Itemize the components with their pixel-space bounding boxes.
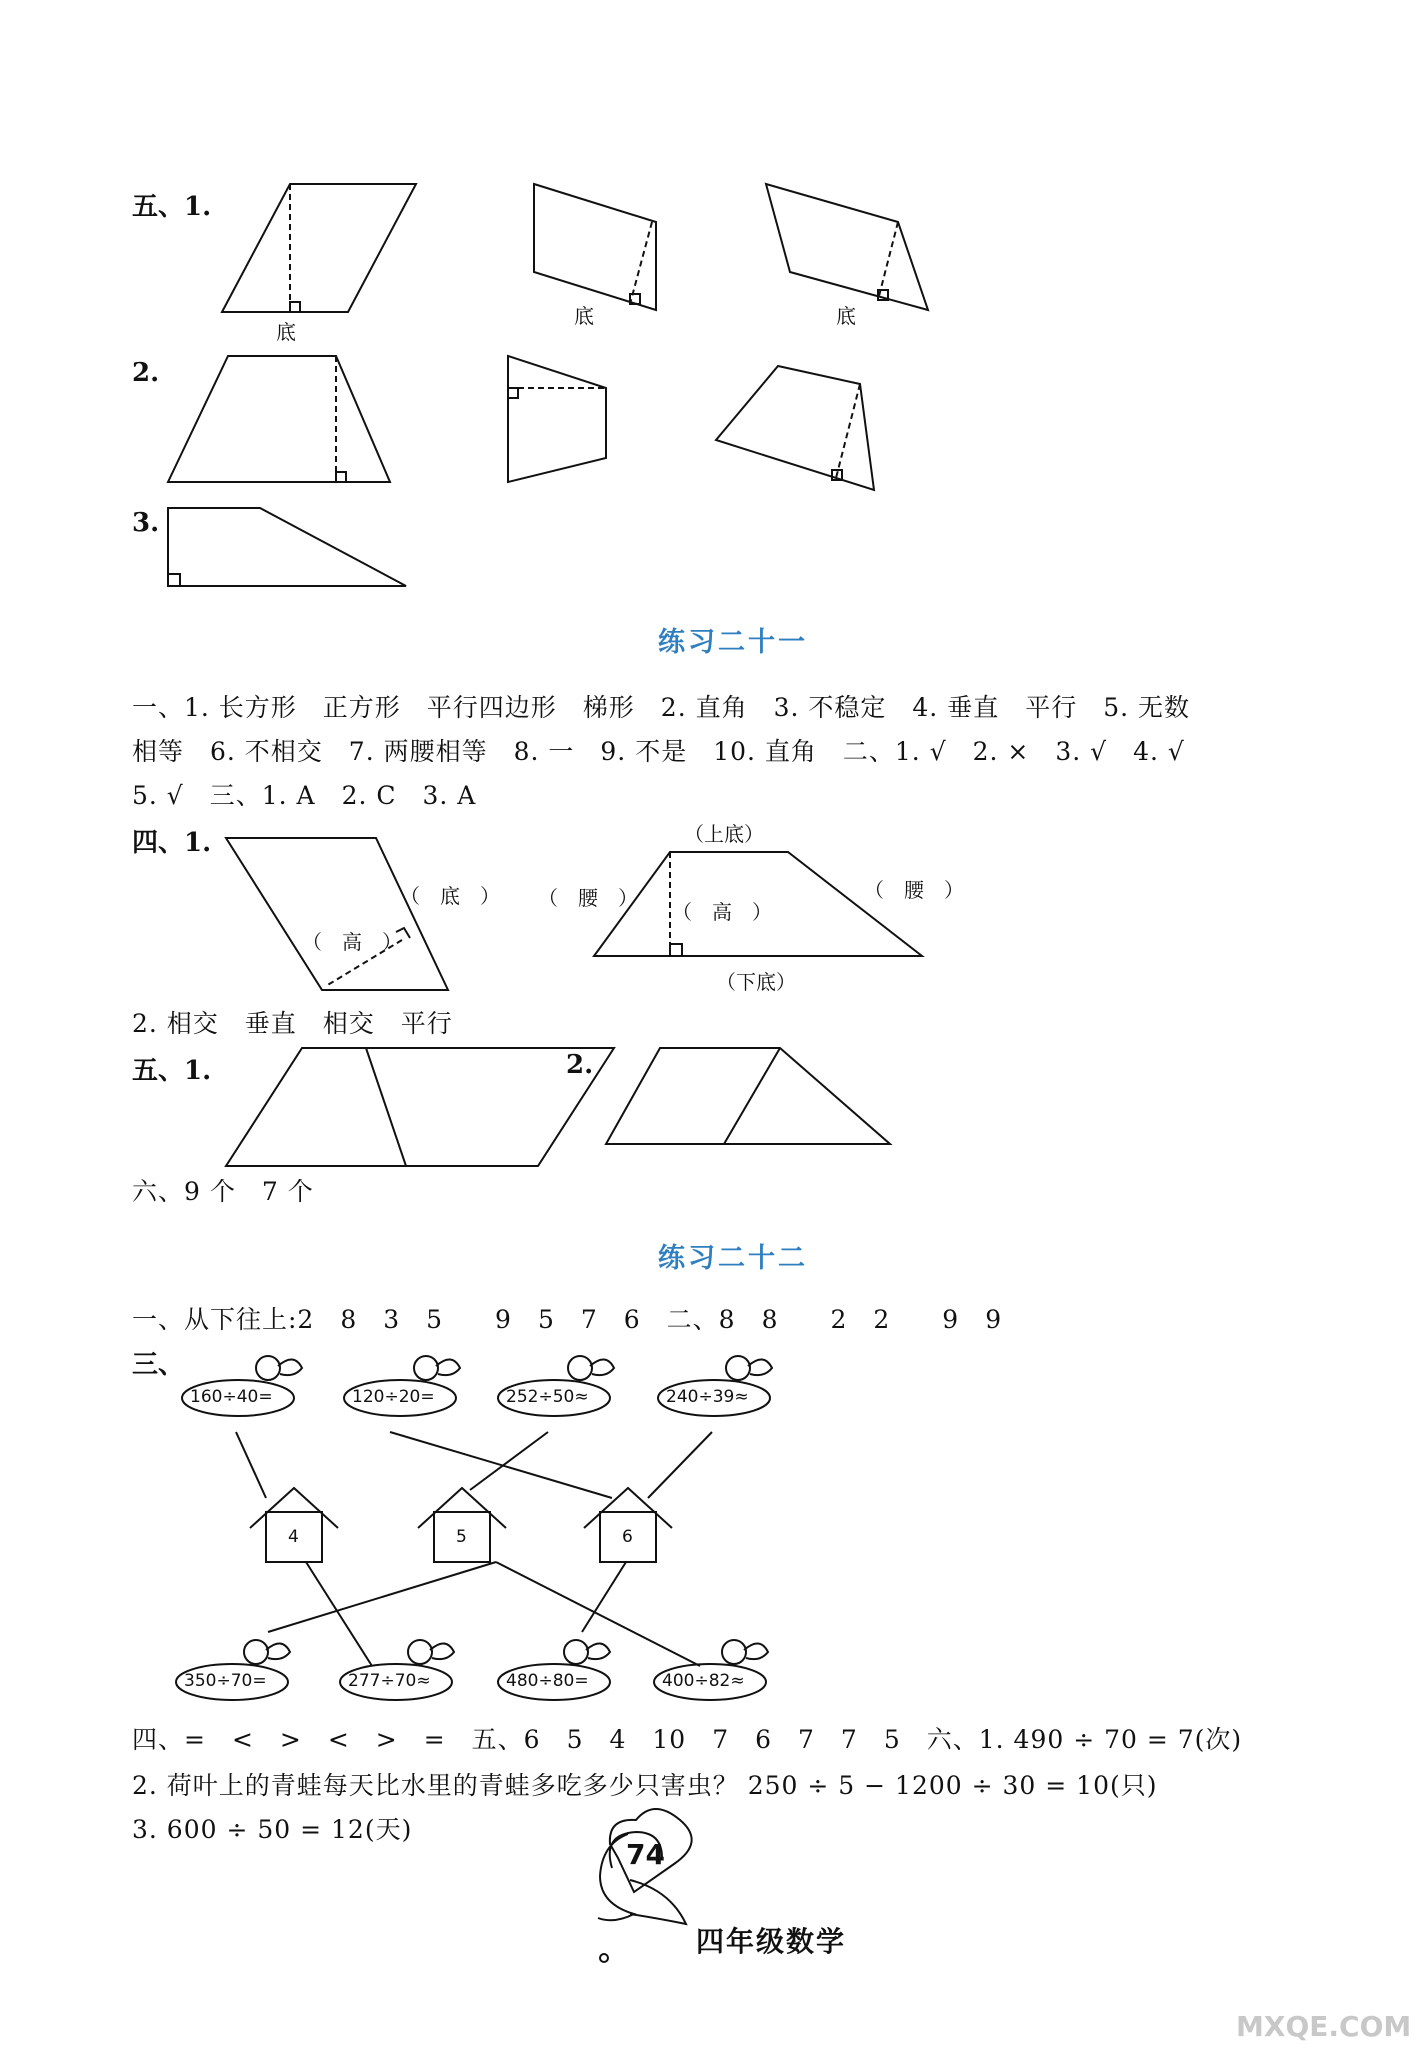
height-line-3 bbox=[878, 222, 898, 300]
connect-4 bbox=[648, 1432, 712, 1498]
para-height-label: （ 高 ） bbox=[302, 930, 402, 954]
trap-right-angle-2 bbox=[508, 388, 518, 398]
house-3 bbox=[584, 1488, 672, 1562]
bottom-expr-4: 400÷82≈ bbox=[662, 1671, 745, 1691]
bird-icon-bottom-2 bbox=[408, 1640, 454, 1664]
trap-height-label: （ 高 ） bbox=[672, 900, 772, 924]
house-number-1: 4 bbox=[288, 1527, 299, 1547]
trap-height-3 bbox=[836, 384, 860, 478]
ex21-line2: 相等 6. 不相交 7. 两腰相等 8. 一 9. 不是 10. 直角 二、1. √ 2. × 3. √ 4. √ bbox=[132, 737, 1185, 766]
trapezoid-2 bbox=[508, 356, 606, 482]
height-line-2 bbox=[630, 222, 652, 304]
trap-leg-right-label: （ 腰 ） bbox=[864, 878, 964, 902]
q5-3-label: 3. bbox=[132, 508, 160, 538]
right-angle-mark-4 bbox=[168, 574, 180, 586]
bird-icon-bottom-4 bbox=[722, 1640, 768, 1664]
ex21-q4-label: 四、1. bbox=[132, 828, 212, 858]
trapezoid-1 bbox=[168, 356, 390, 482]
base-label-3: 底 bbox=[836, 304, 856, 328]
ex22-q3-label: 三、 bbox=[132, 1350, 185, 1380]
base-label-1: 底 bbox=[276, 320, 296, 344]
connect-7 bbox=[496, 1562, 700, 1666]
ex21-q5-label: 五、1. bbox=[132, 1056, 212, 1086]
top-expr-4: 240÷39≈ bbox=[666, 1387, 749, 1407]
ex22-line6: 3. 600 ÷ 50 = 12(天) bbox=[132, 1815, 413, 1844]
q5-2-label: 2. bbox=[132, 358, 160, 388]
parallelogram-2 bbox=[534, 184, 656, 310]
house-2 bbox=[418, 1488, 506, 1562]
connect-3 bbox=[470, 1432, 548, 1490]
top-expr-3: 252÷50≈ bbox=[506, 1387, 589, 1407]
top-expr-1: 160÷40= bbox=[190, 1387, 273, 1407]
house-number-2: 5 bbox=[456, 1527, 467, 1547]
para-figure bbox=[226, 838, 448, 990]
ex22-line4: 四、= < > < > = 五、6 5 4 10 7 6 7 7 5 六、1. 490 ÷ 70 = 7(次) bbox=[132, 1725, 1243, 1754]
ex21-q5-2-label: 2. bbox=[566, 1050, 594, 1080]
trapezoid-3 bbox=[716, 366, 874, 490]
trap-right-angle-1 bbox=[336, 472, 346, 482]
bird-icon-bottom-3 bbox=[564, 1640, 610, 1664]
cut-parallelogram bbox=[226, 1048, 614, 1166]
ex21-q6: 六、9 个 7 个 bbox=[132, 1177, 314, 1206]
trap-top-label: （上底） bbox=[684, 822, 764, 846]
connect-1 bbox=[236, 1432, 266, 1498]
trap-bottom-label: （下底） bbox=[716, 970, 796, 994]
bottom-expr-1: 350÷70= bbox=[184, 1671, 267, 1691]
q5-label: 五、1. bbox=[132, 192, 212, 222]
ex22-line5: 2. 荷叶上的青蛙每天比水里的青蛙多吃多少只害虫？ 250 ÷ 5 − 1200 ÷ 30 = 10(只) bbox=[132, 1771, 1158, 1800]
base-label-2: 底 bbox=[574, 304, 594, 328]
connect-2 bbox=[390, 1432, 612, 1498]
top-expr-2: 120÷20= bbox=[352, 1387, 435, 1407]
bottom-expr-2: 277÷70≈ bbox=[348, 1671, 431, 1691]
right-trapezoid bbox=[168, 508, 406, 586]
house-number-3: 6 bbox=[622, 1527, 633, 1547]
page-number: 74 bbox=[626, 1838, 665, 1871]
parallelogram-3 bbox=[766, 184, 928, 310]
ex22-line1: 一、从下往上:2 8 3 5 9 5 7 6 二、8 8 2 2 9 9 bbox=[132, 1305, 1003, 1334]
ex22-title: 练习二十二 bbox=[658, 1243, 808, 1274]
para-base-label: （ 底 ） bbox=[400, 884, 500, 908]
cut-line-2 bbox=[724, 1048, 780, 1144]
connect-8 bbox=[582, 1562, 626, 1632]
connect-5 bbox=[306, 1562, 372, 1666]
ex21-line1: 一、1. 长方形 正方形 平行四边形 梯形 2. 直角 3. 不稳定 4. 垂直 平行 5. 无数 bbox=[132, 693, 1190, 722]
ex21-title: 练习二十一 bbox=[658, 627, 808, 658]
bird-icon-bottom-1 bbox=[244, 1640, 290, 1664]
bird-icon-top-1 bbox=[256, 1356, 302, 1380]
bird-icon-top-3 bbox=[568, 1356, 614, 1380]
ex21-q4-2: 2. 相交 垂直 相交 平行 bbox=[132, 1009, 453, 1038]
ex21-line3: 5. √ 三、1. A 2. C 3. A bbox=[132, 781, 477, 810]
cut-line-1 bbox=[366, 1048, 406, 1166]
footer-text: 四年级数学 bbox=[696, 1925, 847, 1958]
trap-figure-right-angle bbox=[670, 944, 682, 956]
connect-6 bbox=[268, 1562, 496, 1632]
trap-leg-left-label: （ 腰 ） bbox=[538, 886, 638, 910]
bird-icon-top-4 bbox=[726, 1356, 772, 1380]
cut-trapezoid bbox=[606, 1048, 890, 1144]
watermark: MXQE.COM bbox=[1236, 2010, 1412, 2043]
bottom-expr-3: 480÷80= bbox=[506, 1671, 589, 1691]
parallelogram-1 bbox=[222, 184, 416, 312]
right-angle-mark-1 bbox=[290, 302, 300, 312]
house-1 bbox=[250, 1488, 338, 1562]
bird-icon-top-2 bbox=[414, 1356, 460, 1380]
